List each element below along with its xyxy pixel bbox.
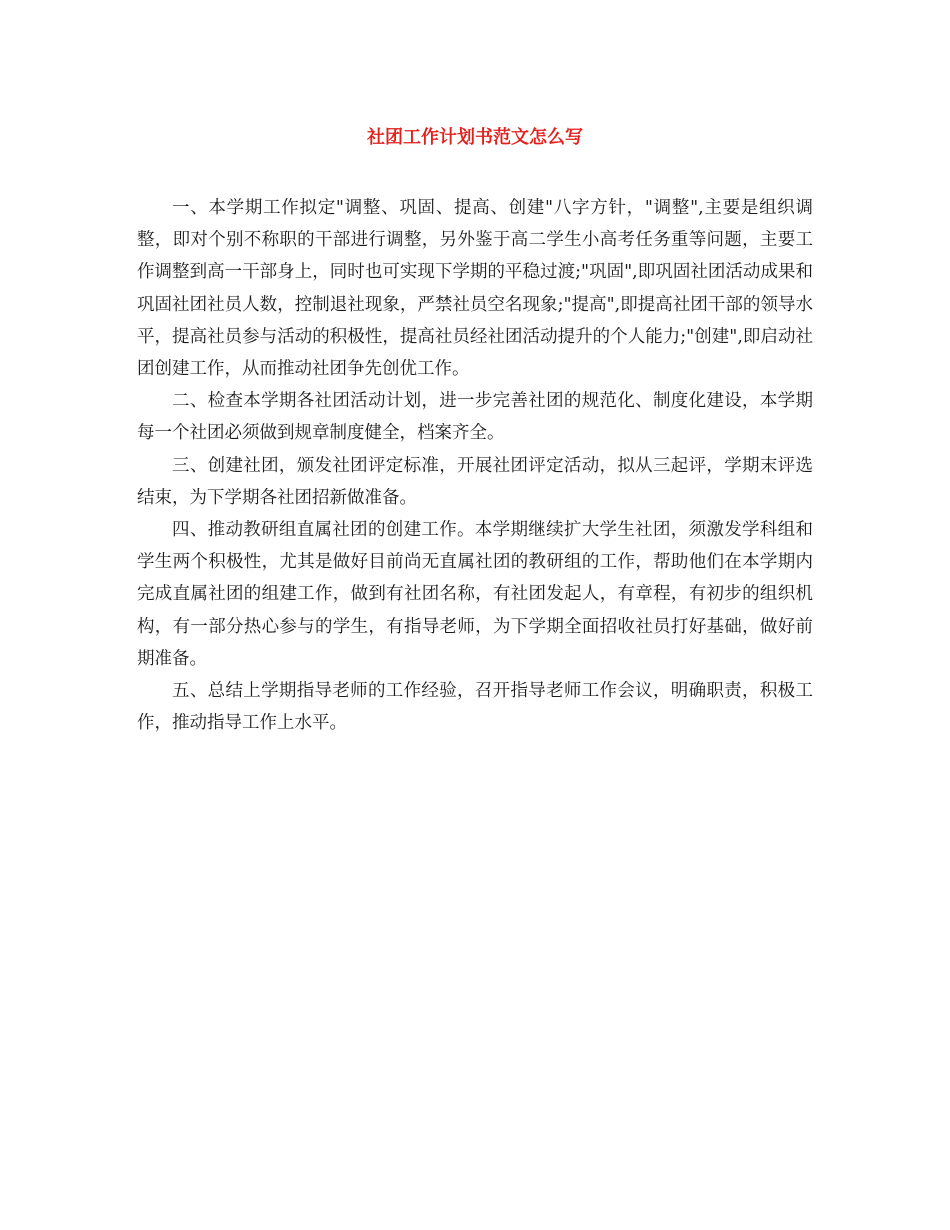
document-body [137,192,813,739]
paragraph-5: 五、总结上学期指导老师的工作经验，召开指导老师工作会议，明确职责，积极工作，推动指导工作上水平。 [137,681,813,734]
document-title: 社团工作计划书范文怎么写 [367,127,583,148]
paragraph-3: 三、创建社团，颁发社团评定标准，开展社团评定活动，拟从三起评，学期末评选结束，为下学期各社团招新做准备。 [137,455,813,508]
paragraph-2: 二、检查本学期各社团活动计划，进一步完善社团的规范化、制度化建设，本学期每一个社团必须做到规章制度健全，档案齐全。 [137,391,813,444]
paragraph-4: 四、推动教研组直属社团的创建工作。本学期继续扩大学生社团，须激发学科组和学生两个积极性，尤其是做好目前尚无直属社团的教研组的工作，帮助他们在本学期内完成直属社团的组建工作，做到有社团名称，有社团发起人，有章程，有初步的组织机构，有一部分热心参与的学生，有指导老师，为下学期全面招收社员打好基础，做好前期准备。 [137,520,813,669]
paragraph-1: 一、本学期工作拟定"调整、巩固、提高、创建"八字方针，"调整",主要是组织调整，即对个别不称职的干部进行调整，另外鉴于高二学生小高考任务重等问题，主要工作调整到高一干部身上，同时也可实现下学期的平稳过渡;"巩固",即巩固社团活动成果和巩固社团社员人数，控制退社现象，严禁社员空名现象;"提高",即提高社团干部的领导水平，提高社员参与活动的积极性，提高社员经社团活动提升的个人能力;"创建",即启动社团创建工作，从而推动社团争先创优工作。 [137,198,813,380]
